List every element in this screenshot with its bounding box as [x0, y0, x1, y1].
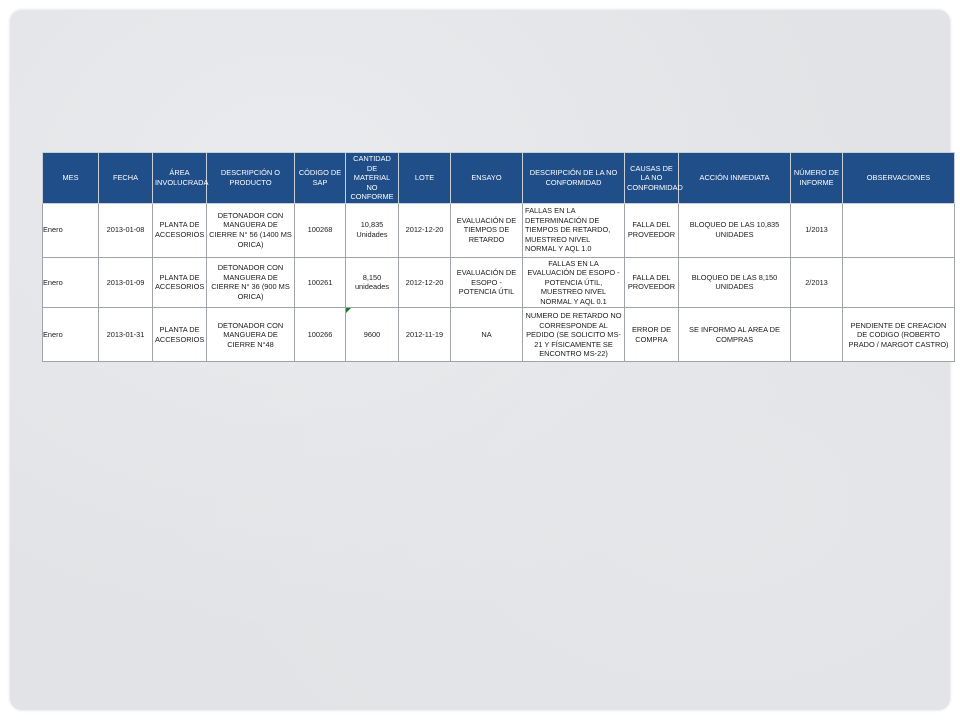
cell-accion: SE INFORMO AL AREA DE COMPRAS [679, 308, 791, 362]
cell-descripcion: FALLAS EN LA DETERMINACIÓN DE TIEMPOS DE RETARDO, MUESTREO NIVEL NORMAL Y AQL 1.0 [523, 203, 625, 257]
header-row [43, 153, 955, 204]
cell-area: PLANTA DE ACCESORIOS [153, 308, 207, 362]
cell-mes: Enero [43, 308, 99, 362]
cell-fecha: 2013-01-09 [99, 257, 153, 308]
cell-producto: DETONADOR CON MANGUERA DE CIERRE N° 56 (1400 MS ORICA) [207, 203, 295, 257]
nonconformity-table [42, 152, 955, 362]
col-header-lote: LOTE [399, 153, 451, 204]
cell-fecha: 2013-01-08 [99, 203, 153, 257]
cell-observaciones: PENDIENTE DE CREACION DE CODIGO (ROBERTO PRADO / MARGOT CASTRO) [843, 308, 955, 362]
col-header-causas: CAUSAS DE LA NO CONFORMIDAD [625, 153, 679, 204]
cell-ensayo: NA [451, 308, 523, 362]
cell-observaciones [843, 203, 955, 257]
cell-area: PLANTA DE ACCESORIOS [153, 257, 207, 308]
cell-causas: FALLA DEL PROVEEDOR [625, 203, 679, 257]
nonconformity-table-container [42, 152, 954, 362]
col-header-informe: NÚMERO DE INFORME [791, 153, 843, 204]
col-header-fecha: FECHA [99, 153, 153, 204]
col-header-observaciones: OBSERVACIONES [843, 153, 955, 204]
cell-codigo: 100268 [295, 203, 346, 257]
table-row [43, 308, 955, 362]
table-row [43, 203, 955, 257]
cell-fecha: 2013-01-31 [99, 308, 153, 362]
col-header-area: ÁREA INVOLUCRADA [153, 153, 207, 204]
cell-lote: 2012-12-20 [399, 257, 451, 308]
col-header-ensayo: ENSAYO [451, 153, 523, 204]
table-body [43, 203, 955, 362]
cell-informe: 2/2013 [791, 257, 843, 308]
cell-lote: 2012-12-20 [399, 203, 451, 257]
cell-accion: BLOQUEO DE LAS 10,835 UNIDADES [679, 203, 791, 257]
cell-lote: 2012-11-19 [399, 308, 451, 362]
cell-descripcion: FALLAS EN LA EVALUACIÓN DE ESOPO - POTENCIA ÚTIL, MUESTREO NIVEL NORMAL Y AQL 0.1 [523, 257, 625, 308]
cell-cantidad-text: 9600 [363, 330, 381, 340]
table-header [43, 153, 955, 204]
cell-mes: Enero [43, 203, 99, 257]
col-header-producto: DESCRIPCIÓN O PRODUCTO [207, 153, 295, 204]
cell-informe: 1/2013 [791, 203, 843, 257]
cell-ensayo: EVALUACIÓN DE ESOPO - POTENCIA ÚTIL [451, 257, 523, 308]
cell-informe [791, 308, 843, 362]
col-header-descripcion: DESCRIPCIÓN DE LA NO CONFORMIDAD [523, 153, 625, 204]
col-header-codigo-sap: CÓDIGO DE SAP [295, 153, 346, 204]
cell-accion: BLOQUEO DE LAS 8,150 UNIDADES [679, 257, 791, 308]
cell-descripcion: NUMERO DE RETARDO NO CORRESPONDE AL PEDIDO (SE SOLICITO MS-21 Y FÍSICAMENTE SE ENCONTRO MS-22) [523, 308, 625, 362]
comment-indicator-icon [346, 308, 351, 313]
cell-producto: DETONADOR CON MANGUERA DE CIERRE N°48 [207, 308, 295, 362]
cell-producto: DETONADOR CON MANGUERA DE CIERRE N° 36 (900 MS ORICA) [207, 257, 295, 308]
cell-area: PLANTA DE ACCESORIOS [153, 203, 207, 257]
cell-codigo: 100266 [295, 308, 346, 362]
col-header-cantidad: CANTIDAD DE MATERIAL NO CONFORME [346, 153, 399, 204]
cell-cantidad [346, 308, 399, 362]
cell-codigo: 100261 [295, 257, 346, 308]
col-header-accion: ACCIÓN INMEDIATA [679, 153, 791, 204]
cell-causas: ERROR DE COMPRA [625, 308, 679, 362]
cell-cantidad: 8,150 unideades [346, 257, 399, 308]
cell-observaciones [843, 257, 955, 308]
cell-causas: FALLA DEL PROVEEDOR [625, 257, 679, 308]
cell-mes: Enero [43, 257, 99, 308]
col-header-mes: MES [43, 153, 99, 204]
cell-cantidad: 10,835 Unidades [346, 203, 399, 257]
slide-background [10, 10, 950, 710]
cell-ensayo: EVALUACIÓN DE TIEMPOS DE RETARDO [451, 203, 523, 257]
table-row [43, 257, 955, 308]
